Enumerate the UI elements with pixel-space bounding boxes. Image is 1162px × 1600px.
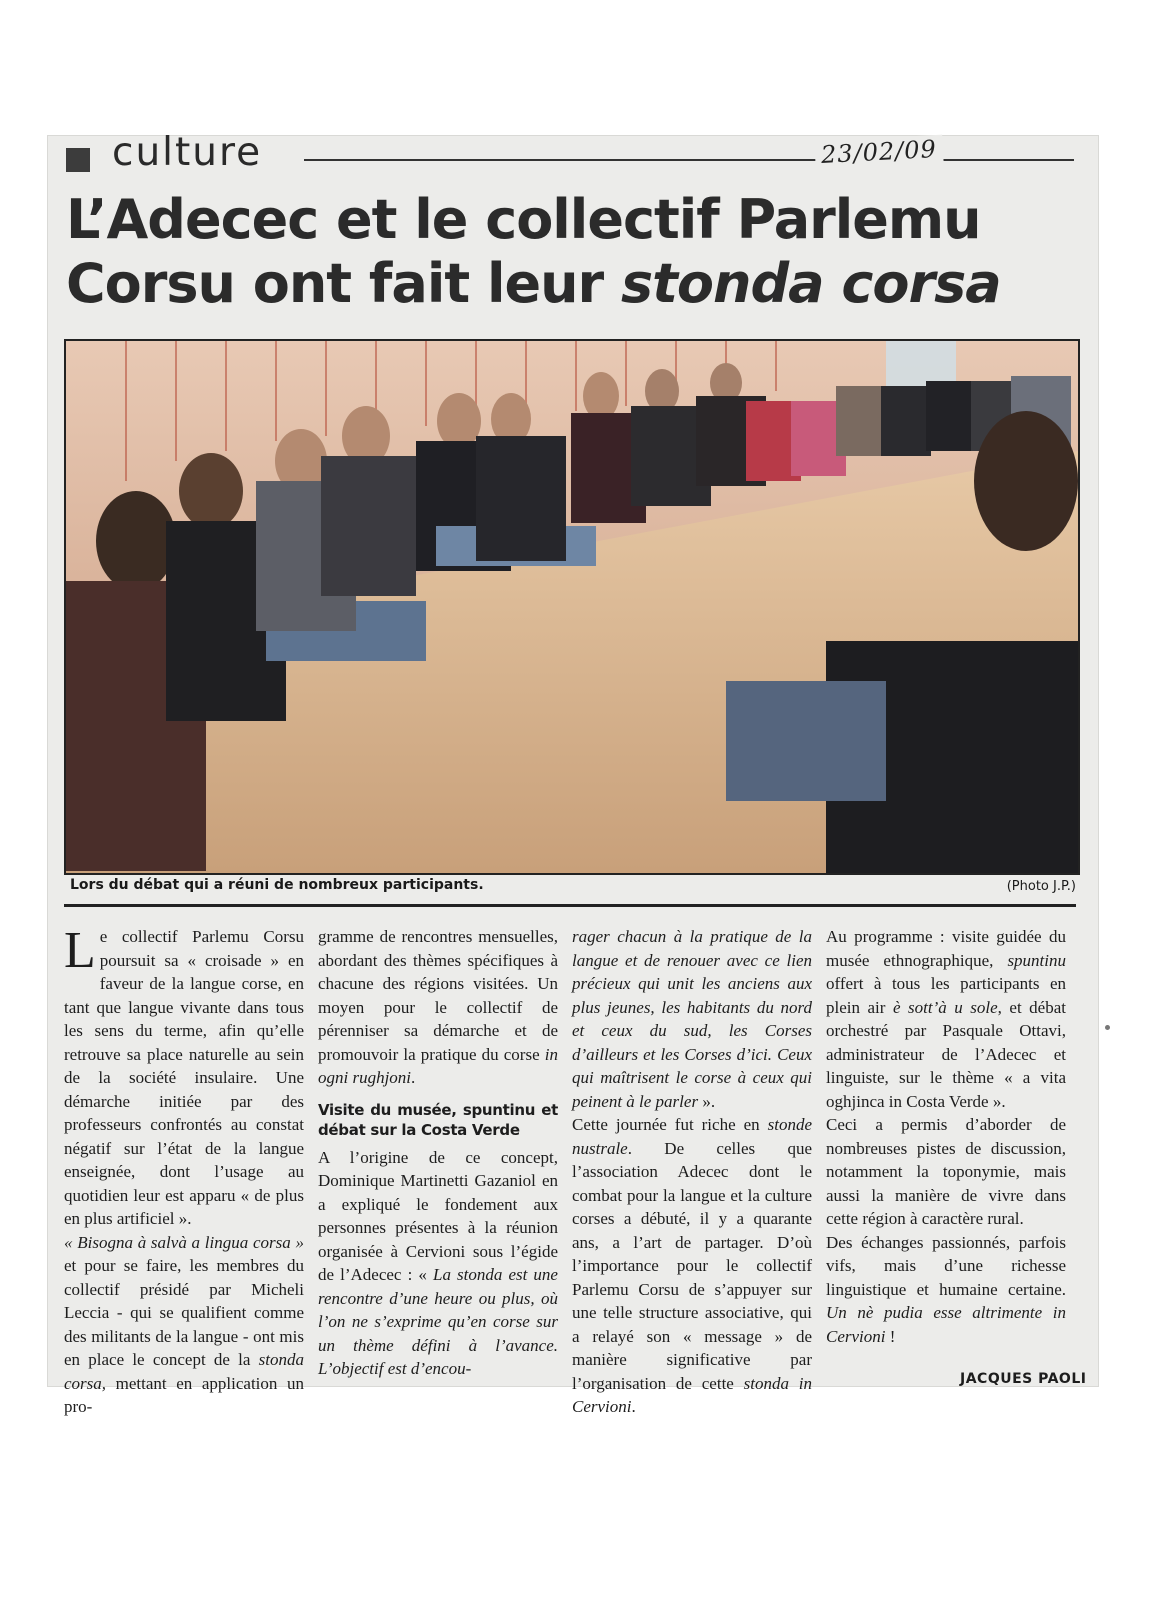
italic-text: rager chacun à la pratique de la langue et de renouer avec ce lien précieux qui unit les anciens aux plus jeunes, les habitants du nord et ceux du sud, les Corses d’ailleurs et les Corses d’ici. Ceux qui maîtrisent le corse à ceux qui peinent à le parler xyxy=(572,927,812,1111)
photo-illustration xyxy=(66,341,1078,873)
photo-caption: Lors du débat qui a réuni de nombreux participants. xyxy=(70,877,484,893)
scan-speck xyxy=(1105,1025,1110,1030)
article-photo xyxy=(64,339,1080,875)
author-byline: JACQUES PAOLI xyxy=(960,1371,1087,1387)
section-marker-square xyxy=(66,148,90,172)
caption-rule xyxy=(64,904,1076,907)
article-column-1 xyxy=(64,922,304,1419)
paragraph-text: . De celles que l’association Adecec dont le combat pour la langue et la culture corses a débuté, il y a quarante ans, a l’art de partager. D’où l’importance pour le collectif Parlemu Corsu de s’appuyer sur une telle structure associative, qui a relayé son « message » de manière significative par l’organisation de cette xyxy=(572,1138,812,1393)
paragraph xyxy=(572,925,812,1113)
section-label: culture xyxy=(112,130,263,175)
paragraph-text: Des échanges passionnés, parfois vifs, mais d’une richesse linguistique et humaine certaine. xyxy=(826,1232,1066,1299)
paragraph-text: et pour se faire, les membres du collectif présidé par Micheli Leccia - qui se qualifient comme des militants de la langue - ont mis en place le concept de la xyxy=(64,1256,304,1369)
paragraph-text: Au programme : visite guidée du musée ethnographique, xyxy=(826,927,1066,970)
paragraph-text: mettant en application un pro- xyxy=(64,1373,304,1416)
paragraph-text: . xyxy=(411,1068,416,1087)
italic-text: spuntinu xyxy=(1007,950,1066,970)
headline-line1: L’Adecec et le collectif Parlemu xyxy=(66,188,981,251)
paragraph-text: offert à tous les participants en plein air xyxy=(826,974,1066,1017)
italic-text: stonda in Cervioni xyxy=(572,1373,812,1416)
article-subheading: Visite du musée, spuntinu et débat sur la Costa Verde xyxy=(318,1100,558,1139)
italic-text: Un nè pudia esse altrimente in Cervioni xyxy=(826,1303,1066,1346)
drop-cap: L xyxy=(64,922,96,979)
paragraph xyxy=(318,1146,558,1381)
section-rule xyxy=(304,159,1074,161)
paragraph xyxy=(826,925,1066,1113)
paragraph-text: gramme de rencontres mensuelles, abordant des thèmes spécifiques à chacune des régions visitées. Un moyen pour le collectif de pérenniser sa démarche et de promouvoir la pratique du corse xyxy=(318,927,558,1064)
paragraph-text: A l’origine de ce concept, Dominique Martinetti Gazaniol en a expliqué le fondement aux personnes présentes à la réunion organisée à Cervioni sous l’égide de l’Adecec : « xyxy=(318,1147,558,1284)
paragraph xyxy=(64,1231,304,1419)
paragraph: Ceci a permis d’aborder de nombreuses pistes de discussion, notamment la toponymie, mais aussi la manière de vivre dans cette région à caractère rural. xyxy=(826,1115,1066,1228)
italic-text: « Bisogna à salvà a lingua corsa » xyxy=(64,1232,304,1252)
paragraph-text: e collectif Parlemu Corsu poursuit sa « croisade » en faveur de la langue corse, en tant que langue vivante dans tous les sens du terme, afin qu’elle retrouve sa place naturelle au sein de la société insulaire. Une démarche initiée par des professeurs confrontés au constat négatif sur l’état de la langue enseignée, dont l’usage au quotidien leur est apparu « de plus en plus artificiel ». xyxy=(64,927,304,1228)
paragraph-text: , et débat orchestré par Pasquale Ottavi, administrateur de l’Adecec et linguiste, sur le thème « a vita oghjinca in Costa Verde ». xyxy=(826,997,1066,1111)
italic-text: è sott’à u sole xyxy=(892,997,998,1017)
italic-text: La stonda est une rencontre d’une heure ou plus, où l’on ne s’exprime qu’en corse sur un thème défini à l’avance. L’objectif est d’encou- xyxy=(318,1265,558,1378)
headline xyxy=(66,188,1076,316)
article-column-2 xyxy=(318,925,558,1381)
paragraph-text: . xyxy=(631,1397,636,1416)
photo-credit: (Photo J.P.) xyxy=(1006,879,1076,894)
paragraph xyxy=(826,1231,1066,1349)
paragraph xyxy=(572,1113,812,1419)
italic-text: in ogni rughjoni xyxy=(318,1044,558,1087)
paragraph xyxy=(64,922,304,1231)
paragraph-text: ! xyxy=(885,1326,896,1346)
italic-text: stonda corsa, xyxy=(64,1350,304,1393)
paragraph-text: Cette journée fut riche en xyxy=(572,1115,768,1134)
headline-line2: Corsu ont fait leur xyxy=(66,252,621,315)
paragraph-text: ». xyxy=(698,1091,716,1111)
article-column-3 xyxy=(572,925,812,1419)
article-column-4 xyxy=(826,925,1066,1348)
handwritten-date: 23/02/09 xyxy=(814,135,943,170)
headline-line2-italic: stonda corsa xyxy=(620,252,1001,315)
paragraph xyxy=(318,925,558,1090)
italic-text: stonde nustrale xyxy=(572,1115,812,1158)
